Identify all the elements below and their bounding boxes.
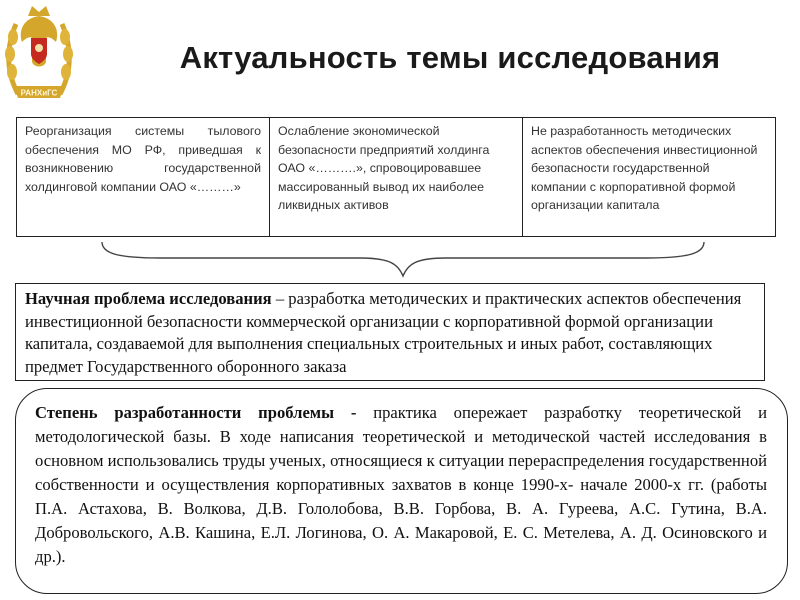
- emblem-logo: [4, 2, 74, 108]
- problem-development-box: [15, 388, 788, 594]
- fact-undeveloped: Не разработанность методических аспектов обеспечения инвестиционной безопасности государственной компании с корпоративной формой организации капитала: [522, 118, 775, 236]
- page-title: Актуальность темы исследования: [179, 40, 721, 75]
- problem-development-label: Степень разработанности проблемы -: [35, 403, 357, 422]
- curly-brace-connector: [100, 238, 706, 278]
- fact-reorganization: Реорганизация системы тылового обеспечения МО РФ, приведшая к возникновению государственной холдинговой компании ОАО «………»: [25, 124, 261, 194]
- facts-table: [16, 117, 776, 237]
- problem-development-text: практика опережает разработку теоретической и методологической базы. В ходе написания теоретической и методической частей исследования в основном использовались труды ученых, относящиеся к ситуации перераспределения государственной собственности и осуществления корпоративных захватов в конце 1990-х- начале 2000-х гг. (работы П.А. Астахова, В. Волкова, Д.В. Гололобова, В.В. Горбова, В. А. Гуреева, А.С. Гутина, В.А. Добровольского, А.В. Кашина, Е.Л. Логинова, О. А. Макаровой, Е. С. Метелева, А. Д. Осиновского и др.).: [35, 403, 767, 566]
- research-problem-label: Научная проблема исследования: [25, 289, 272, 308]
- research-problem-box: [15, 283, 765, 381]
- research-problem-text: – разработка методических и практических аспектов обеспечения инвестиционной безопасности коммерческой организации с корпоративной формой организации капитала, создаваемой для выполнения специальных строительных и иных работ, составляющих предмет Государственного оборонного заказа: [25, 289, 742, 376]
- fact-weakening: Ослабление экономической безопасности предприятий холдинга ОАО «……….», спровоцировавшее массированный вывод их наиболее ликвидных активов: [269, 118, 522, 236]
- emblem-caption: РАНХиГС: [20, 88, 58, 98]
